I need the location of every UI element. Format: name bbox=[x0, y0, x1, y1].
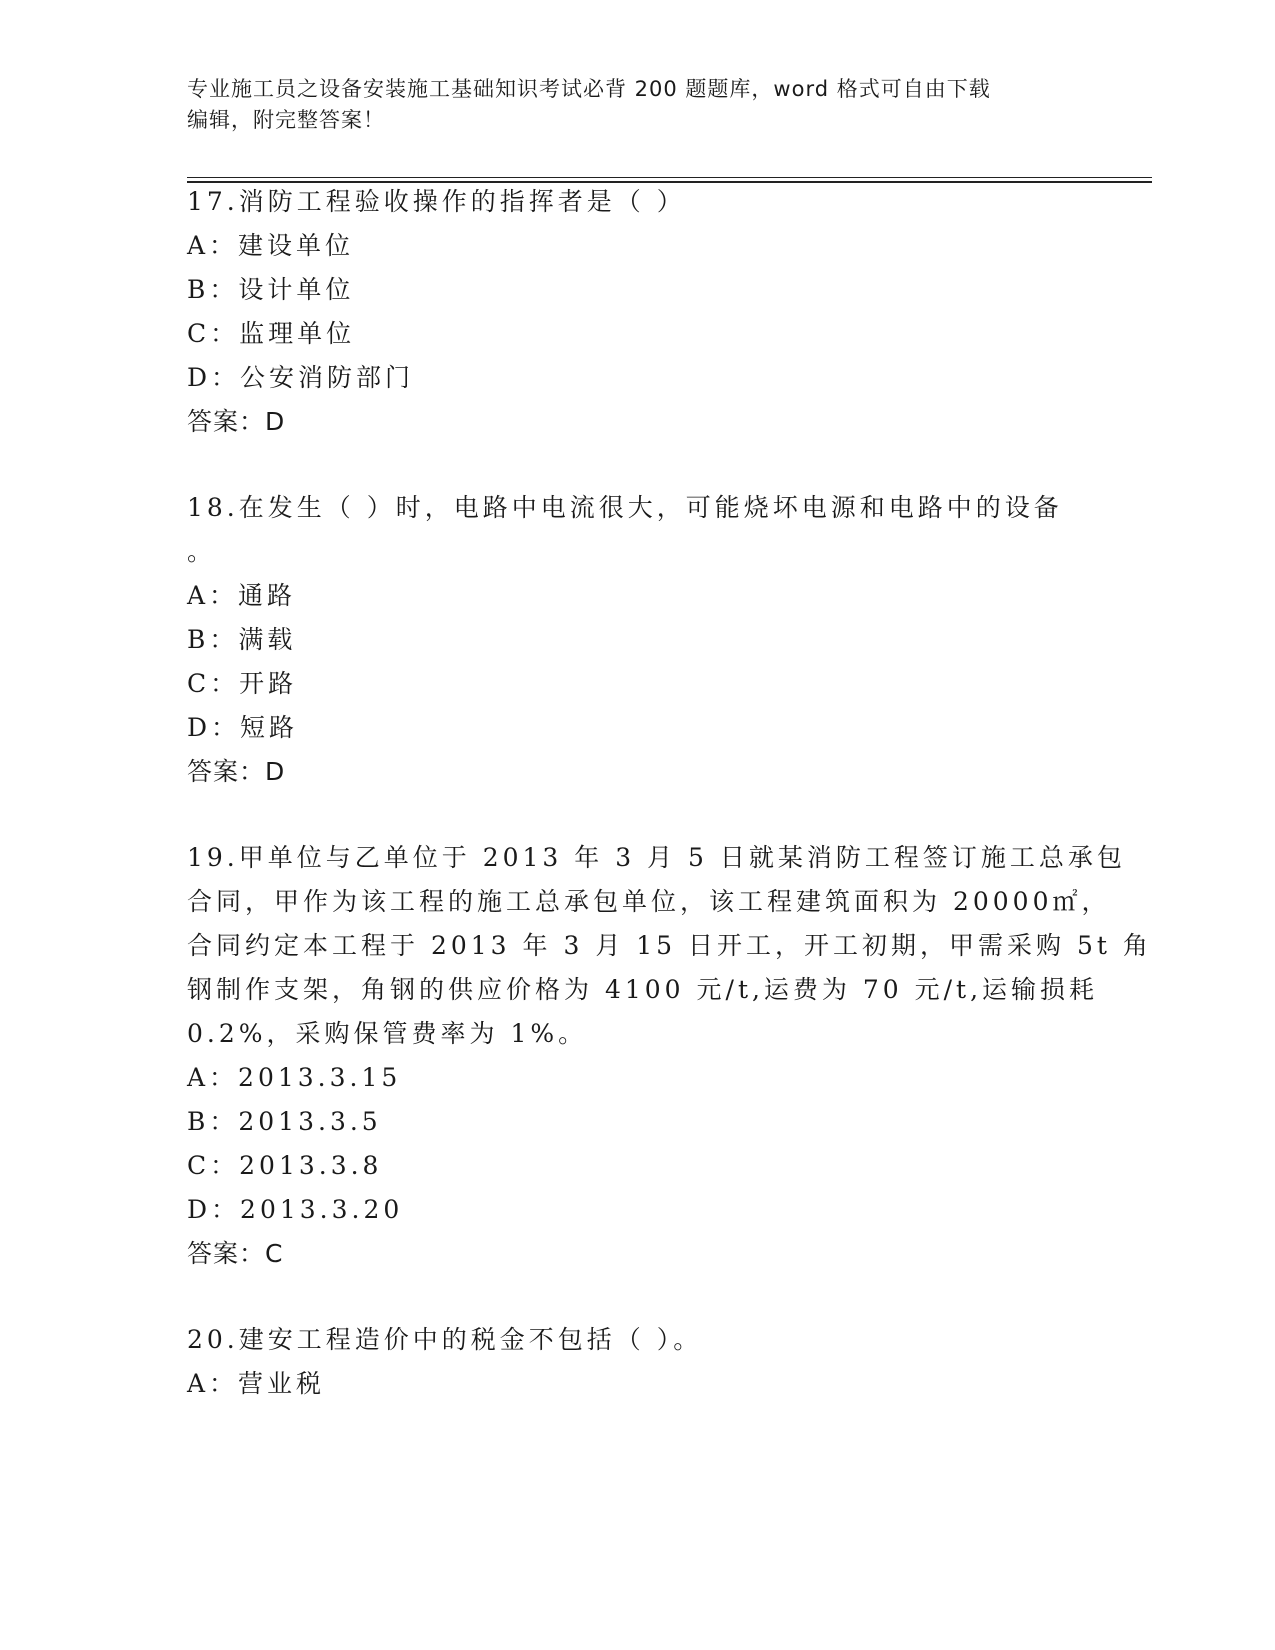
header-divider-thick bbox=[187, 181, 1152, 183]
question-19-text-line-2: 合同，甲作为该工程的施工总承包单位，该工程建筑面积为 20000㎡， bbox=[187, 887, 1111, 916]
question-18-option-c: C：开路 bbox=[187, 669, 298, 698]
question-17-option-a: A：建设单位 bbox=[187, 231, 355, 260]
question-18-option-d: D：短路 bbox=[187, 713, 299, 742]
question-19-option-b: B：2013.3.5 bbox=[187, 1107, 382, 1136]
question-17-text: 17.消防工程验收操作的指挥者是（ ） bbox=[187, 187, 686, 216]
question-19-option-a: A：2013.3.15 bbox=[187, 1063, 402, 1092]
question-17-option-c: C：监理单位 bbox=[187, 319, 356, 348]
header-divider-thin bbox=[187, 177, 1152, 178]
question-19-text-line-5: 0.2%，采购保管费率为 1%。 bbox=[187, 1019, 588, 1048]
question-19-option-c: C：2013.3.8 bbox=[187, 1151, 383, 1180]
question-17-answer: 答案：D bbox=[187, 407, 286, 436]
question-17-option-d: D：公安消防部门 bbox=[187, 363, 415, 392]
document-header bbox=[187, 74, 1067, 136]
question-19-text-line-4: 钢制作支架，角钢的供应价格为 4100 元/t,运费为 70 元/t,运输损耗 bbox=[187, 975, 1099, 1004]
question-19-text-line-3: 合同约定本工程于 2013 年 3 月 15 日开工，开工初期，甲需采购 5t 角 bbox=[187, 931, 1152, 960]
question-18-answer: 答案：D bbox=[187, 757, 286, 786]
question-18-option-b: B：满载 bbox=[187, 625, 297, 654]
question-19-text-line-1: 19.甲单位与乙单位于 2013 年 3 月 5 日就某消防工程签订施工总承包 bbox=[187, 843, 1126, 872]
question-18-text-line-2: 。 bbox=[187, 537, 217, 566]
question-20-option-a: A：营业税 bbox=[187, 1369, 326, 1398]
question-19-option-d: D：2013.3.20 bbox=[187, 1195, 404, 1224]
question-17-option-b: B：设计单位 bbox=[187, 275, 355, 304]
question-20-text: 20.建安工程造价中的税金不包括（ ）。 bbox=[187, 1325, 703, 1354]
question-18-text-line-1: 18.在发生（ ）时，电路中电流很大，可能烧坏电源和电路中的设备 bbox=[187, 493, 1063, 522]
header-line-1: 专业施工员之设备安装施工基础知识考试必背 200 题题库，word 格式可自由下载 bbox=[187, 77, 991, 101]
header-line-2: 编辑，附完整答案！ bbox=[187, 108, 385, 132]
question-18-option-a: A：通路 bbox=[187, 581, 297, 610]
question-19-answer: 答案：C bbox=[187, 1239, 284, 1268]
